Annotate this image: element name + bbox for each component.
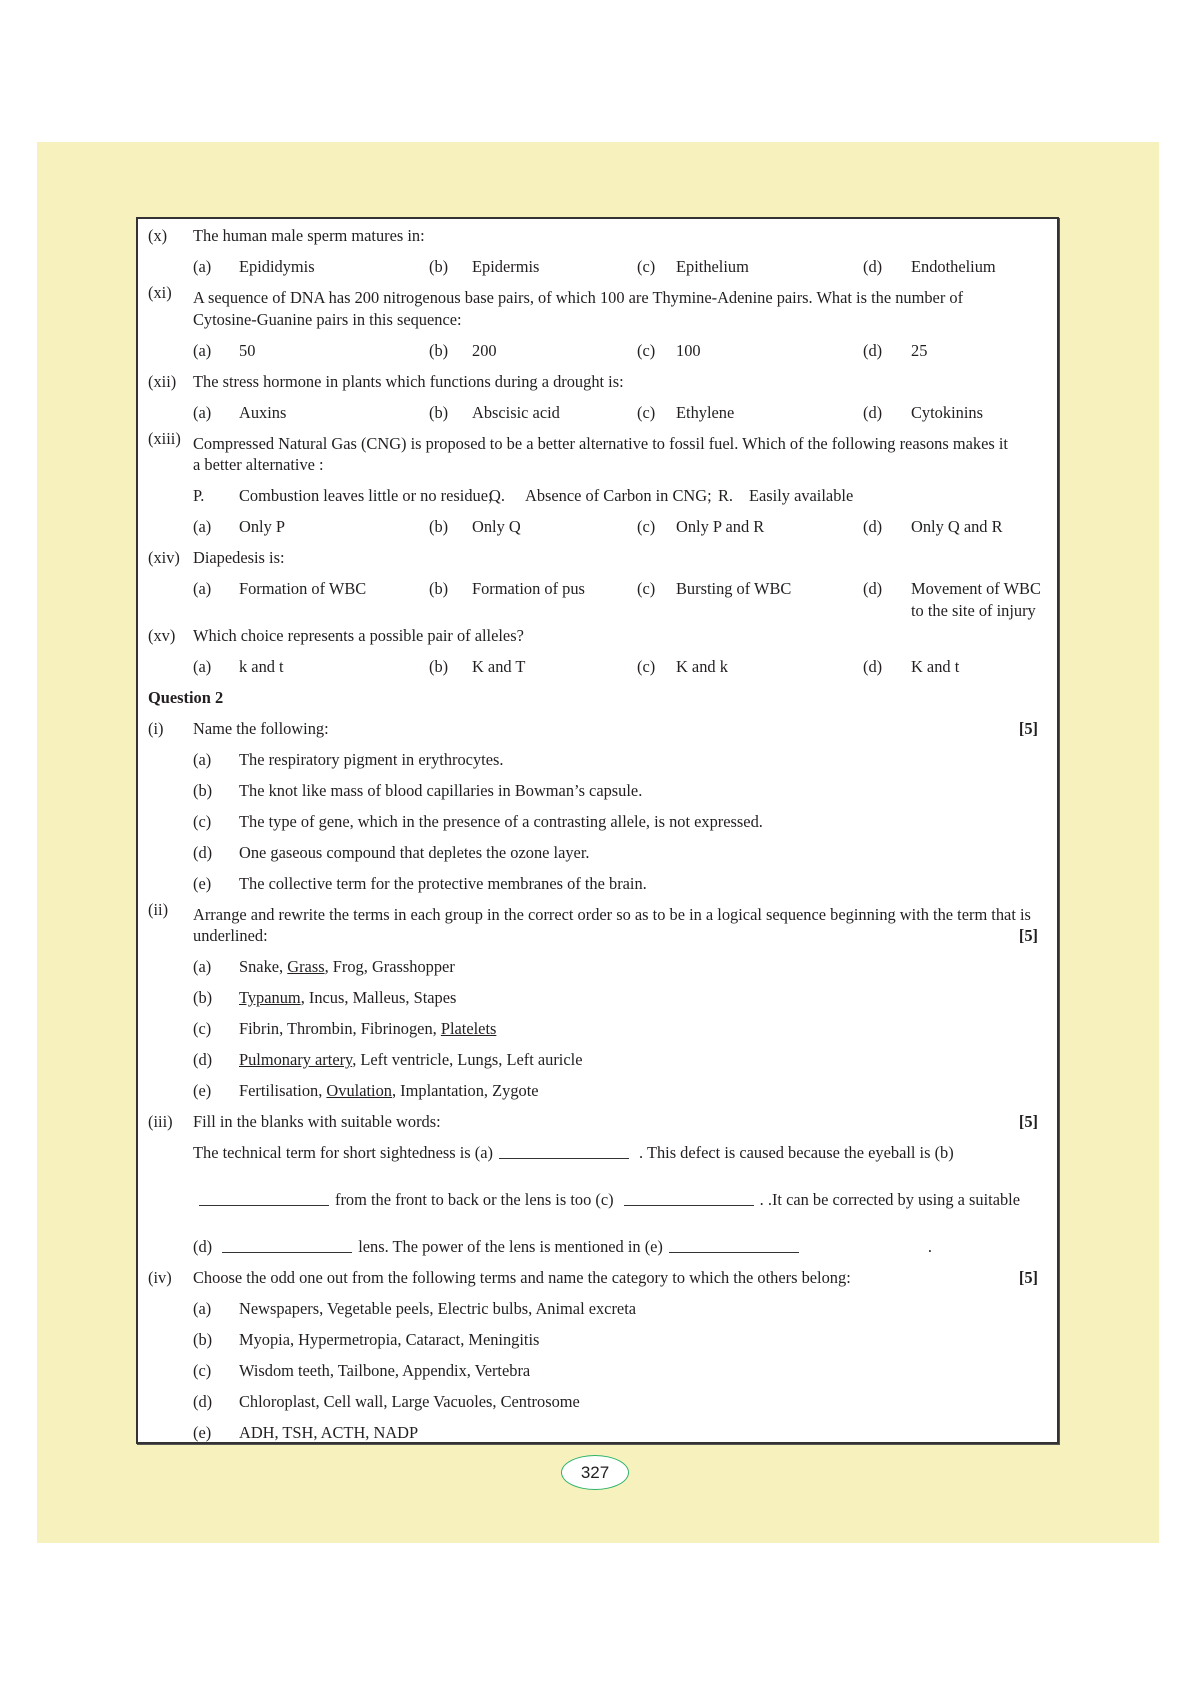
sub-item-label: (e) [193, 1081, 212, 1101]
part-text: Choose the odd one out from the following terms and name the category to which the others belong: [193, 1268, 851, 1288]
sub-item-text [239, 868, 647, 899]
option-label: (b) [429, 517, 449, 537]
option-label: (a) [193, 579, 212, 599]
sub-item [138, 837, 1057, 868]
question-stem [138, 620, 1057, 651]
option-text: Only Q and R [911, 517, 1003, 537]
sub-item-label: (b) [193, 780, 213, 800]
option-text: Auxins [239, 402, 287, 422]
sub-item-text [239, 1355, 530, 1386]
option-label: (a) [193, 656, 212, 676]
statement-row [138, 480, 1057, 511]
option-text: Cytokinins [911, 402, 983, 422]
sub-item-text [239, 951, 455, 982]
sub-item-label: (c) [193, 1361, 212, 1381]
option-label: (c) [637, 517, 656, 537]
part-text: Fill in the blanks with suitable words: [193, 1112, 441, 1132]
answer-blank[interactable] [222, 1251, 352, 1253]
option-text: Ethylene [676, 402, 735, 422]
option-label: (b) [429, 340, 449, 360]
text-segment: The respiratory pigment in erythrocytes. [239, 749, 504, 769]
text-segment: One gaseous compound that depletes the ozone layer. [239, 842, 590, 862]
question-number: (xiii) [148, 428, 181, 448]
option-label: (d) [863, 402, 883, 422]
sub-item-text [239, 1386, 580, 1417]
question-number: (xi) [148, 283, 172, 302]
sub-item-label: (c) [193, 811, 212, 831]
question-title-text: Question 2 [148, 687, 224, 707]
answer-blank[interactable] [669, 1251, 799, 1253]
option-text: Bursting of WBC [676, 579, 792, 599]
sub-item-label: (e) [193, 1423, 212, 1443]
sub-item-label: (c) [193, 1019, 212, 1039]
text-segment: . This defect is caused because the eyeball is (b) [634, 1143, 954, 1163]
question-number: (x) [148, 226, 168, 245]
text-segment: lens. The power of the lens is mentioned in (e) [358, 1237, 663, 1257]
text-segment: , Frog, Grasshopper [324, 957, 455, 977]
option-text: Epithelium [676, 257, 749, 276]
sub-item-label: (a) [193, 1299, 212, 1319]
text-segment: Myopia, Hypermetropia, Cataract, Meningitis [239, 1330, 540, 1350]
option-label: (b) [429, 257, 449, 276]
options-row [138, 573, 1057, 619]
underlined-term: Grass [287, 957, 325, 977]
options-row [138, 397, 1057, 428]
option-label: (d) [863, 517, 883, 537]
question-stem [138, 220, 1057, 251]
statement-label: P. [193, 486, 205, 506]
question-number: (xv) [148, 625, 176, 645]
option-label: (b) [429, 402, 449, 422]
text-segment: Chloroplast, Cell wall, Large Vacuoles, Centrosome [239, 1392, 580, 1412]
sub-item-label: (e) [193, 873, 212, 893]
statement-text: Easily available [749, 486, 854, 506]
sub-item-text [239, 1293, 636, 1324]
question-number: (xiv) [148, 548, 180, 568]
question-text: The human male sperm matures in: [193, 226, 425, 245]
options-row [138, 511, 1057, 542]
sub-item [138, 806, 1057, 837]
question-text: Compressed Natural Gas (CNG) is proposed to be a better alternative to fossil fuel. Which of the following reasons makes it a better alternative : [193, 433, 1008, 475]
answer-blank[interactable] [624, 1204, 754, 1206]
statement-text: Absence of Carbon in CNG; [525, 486, 712, 506]
option-text: Formation of pus [472, 579, 585, 599]
answer-blank[interactable] [199, 1204, 329, 1206]
option-text: 200 [472, 340, 497, 360]
text-segment: . .It can be corrected by using a suitable [759, 1190, 1021, 1210]
option-text: K and k [676, 656, 728, 676]
text-segment: The collective term for the protective membranes of the brain. [239, 873, 647, 893]
sub-item-text [239, 1044, 582, 1075]
option-label: (d) [863, 579, 883, 599]
text-segment: (d) [193, 1237, 217, 1257]
question-box [136, 217, 1059, 1444]
option-text: K and T [472, 656, 526, 676]
text-segment: Fertilisation, [239, 1081, 327, 1101]
part-number: (iii) [148, 1112, 173, 1132]
part-text: Arrange and rewrite the terms in each group in the correct order so as to be in a logical sequence beginning with the term that is underlined: [193, 904, 1031, 946]
text-segment: The knot like mass of blood capillaries in Bowman’s capsule. [239, 780, 643, 800]
text-segment: Newspapers, Vegetable peels, Electric bulbs, Animal excreta [239, 1299, 637, 1319]
part-stem [138, 1262, 1057, 1293]
question-text: Which choice represents a possible pair of alleles? [193, 625, 524, 645]
sub-item [138, 982, 1057, 1013]
fill-line [138, 1137, 1057, 1168]
question-text: The stress hormone in plants which functions during a drought is: [193, 371, 624, 391]
text-segment: The type of gene, which in the presence of a contrasting allele, is not expressed. [239, 811, 763, 831]
text-segment: Snake, [239, 957, 288, 977]
option-label: (a) [193, 517, 212, 537]
question-stem [138, 366, 1057, 397]
sub-item [138, 1013, 1057, 1044]
sub-item [138, 1293, 1057, 1324]
sub-item-text [239, 1013, 496, 1044]
underlined-term: Typanum [239, 988, 301, 1008]
option-label: (b) [429, 579, 449, 599]
sub-item-text [239, 982, 456, 1013]
marks-label: [5] [1018, 926, 1038, 946]
sub-item-label: (d) [193, 842, 213, 862]
sub-item [138, 868, 1057, 899]
statement-label: Q. [489, 486, 505, 506]
page-number: 327 [561, 1455, 629, 1490]
option-text: k and t [239, 656, 284, 676]
option-text: Formation of WBC [239, 579, 367, 599]
fill-line [138, 1168, 1057, 1215]
sub-item [138, 775, 1057, 806]
options-row [138, 335, 1057, 366]
sub-item-text [239, 1075, 539, 1106]
option-text: Abscisic acid [472, 402, 560, 422]
option-text: 100 [676, 340, 701, 360]
sub-item [138, 1386, 1057, 1417]
part-stem [138, 899, 1057, 952]
question-number: (xii) [148, 371, 177, 391]
marks-label: [5] [1018, 1112, 1038, 1132]
statement-label: R. [718, 486, 734, 506]
sub-item-label: (d) [193, 1392, 213, 1412]
question-text: A sequence of DNA has 200 nitrogenous base pairs, of which 100 are Thymine-Adenine pairs. What is the number of Cytosine-Guanine pairs in this sequence: [193, 288, 964, 329]
question-stem [138, 282, 1057, 335]
sub-item [138, 744, 1057, 775]
part-stem [138, 1106, 1057, 1137]
sub-item [138, 1044, 1057, 1075]
option-text: Endothelium [911, 257, 996, 276]
text-segment: ADH, TSH, ACTH, NADP [239, 1423, 419, 1443]
text-segment: from the front to back or the lens is too (c) [335, 1190, 618, 1210]
option-label: (d) [863, 656, 883, 676]
underlined-term: Ovulation [326, 1081, 392, 1101]
option-text: Epidermis [472, 257, 540, 276]
fill-line-text [193, 1137, 1057, 1168]
option-text: K and t [911, 656, 960, 676]
options-row [138, 651, 1057, 682]
text-segment: Wisdom teeth, Tailbone, Appendix, Vertebra [239, 1361, 531, 1381]
sub-item-label: (a) [193, 749, 212, 769]
underlined-term: Platelets [440, 1019, 497, 1039]
option-text: Only Q [472, 517, 521, 537]
option-label: (c) [637, 579, 656, 599]
option-text: Only P and R [676, 517, 765, 537]
sub-item-label: (d) [193, 1050, 213, 1070]
option-label: (c) [637, 257, 656, 276]
option-text: Epididymis [239, 257, 315, 276]
option-text: 25 [911, 340, 928, 360]
option-label: (d) [863, 340, 883, 360]
options-row [138, 251, 1057, 282]
question-stem [138, 542, 1057, 573]
part-stem [138, 713, 1057, 744]
option-label: (c) [637, 656, 656, 676]
question-text: Diapedesis is: [193, 548, 285, 568]
question-stem [138, 428, 1057, 481]
statement-text: Combustion leaves little or no residue; [239, 486, 493, 506]
text-segment: Fibrin, Thrombin, Fibrinogen, [239, 1019, 441, 1039]
text-segment: , Incus, Malleus, Stapes [300, 988, 457, 1008]
sub-item-text [239, 837, 589, 868]
part-number: (i) [148, 718, 164, 738]
sub-item [138, 1075, 1057, 1106]
option-label: (a) [193, 257, 212, 276]
option-label: (d) [863, 257, 883, 276]
answer-blank[interactable] [499, 1157, 629, 1159]
sub-item-text [239, 806, 763, 837]
option-label: (c) [637, 340, 656, 360]
option-text: 50 [239, 340, 256, 360]
sub-item-text [239, 775, 642, 806]
sub-item [138, 1324, 1057, 1355]
text-segment: , Left ventricle, Lungs, Left auricle [352, 1050, 583, 1070]
option-text: Movement of WBC to the site of injury [911, 579, 1041, 620]
sub-item [138, 951, 1057, 982]
text-segment: . [804, 1237, 932, 1257]
underlined-term: Pulmonary artery [239, 1050, 353, 1070]
option-label: (b) [429, 656, 449, 676]
option-label: (a) [193, 402, 212, 422]
sub-item-text [239, 744, 503, 775]
text-segment: The technical term for short sightedness is (a) [193, 1143, 493, 1163]
option-text: Only P [239, 517, 285, 537]
question-title [138, 682, 1057, 713]
sub-item-text [239, 1417, 418, 1448]
part-text: Name the following: [193, 718, 329, 738]
marks-label: [5] [1018, 718, 1038, 738]
option-label: (a) [193, 340, 212, 360]
marks-label: [5] [1018, 1268, 1038, 1288]
sub-item-label: (a) [193, 957, 212, 977]
sub-item-label: (b) [193, 988, 213, 1008]
sub-item [138, 1355, 1057, 1386]
part-number: (ii) [148, 899, 169, 919]
text-segment: , Implantation, Zygote [391, 1081, 539, 1101]
sub-item-text [239, 1324, 539, 1355]
part-number: (iv) [148, 1268, 172, 1288]
sub-item [138, 1417, 1057, 1448]
option-label: (c) [637, 402, 656, 422]
fill-line [138, 1215, 1057, 1262]
sub-item-label: (b) [193, 1330, 213, 1350]
